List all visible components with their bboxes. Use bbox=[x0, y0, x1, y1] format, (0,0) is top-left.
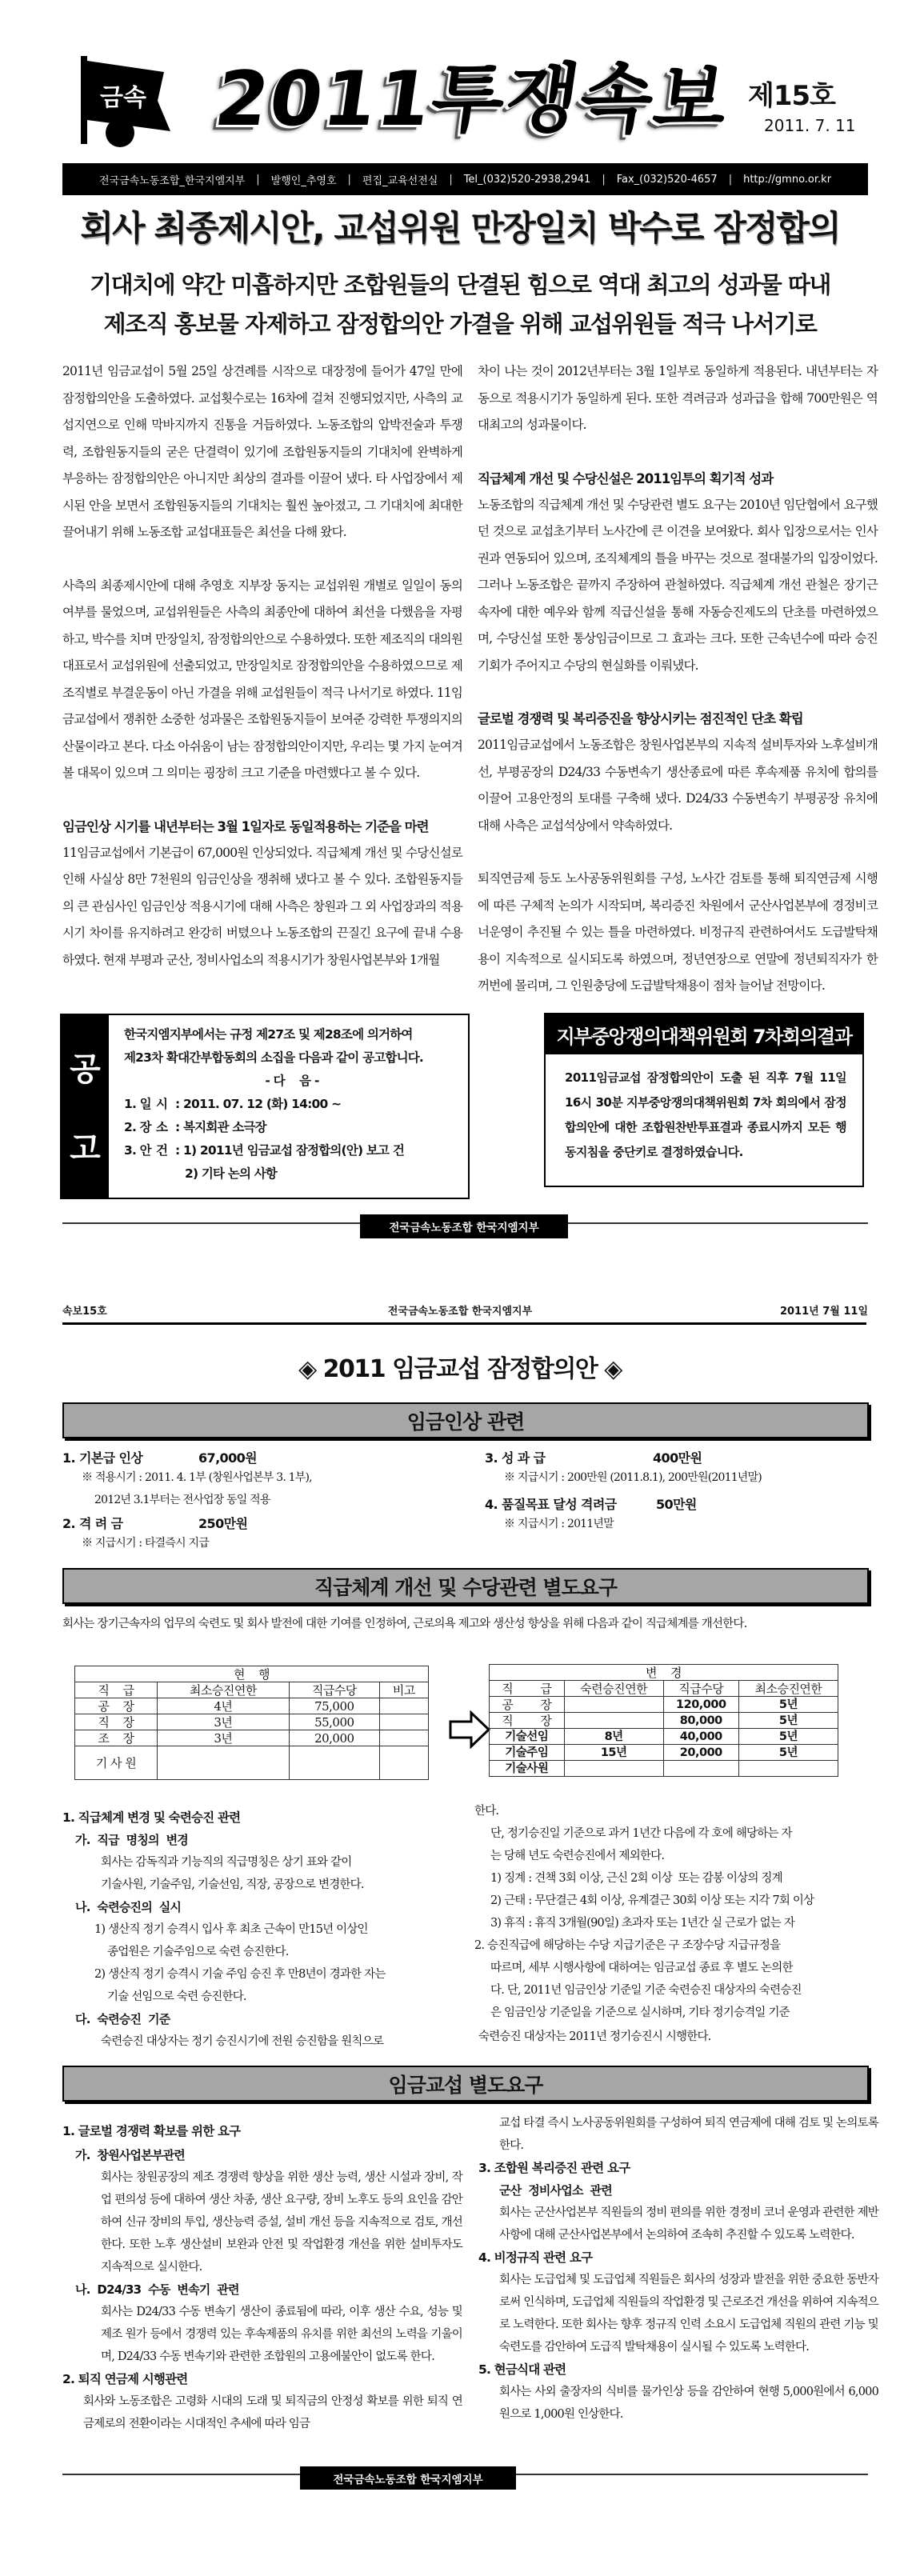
article-paragraph: 2011년 임금교섭이 5월 25일 상견례를 시작으로 대장정에 들어가 47일 만에 잠정합의안을 도출하였다. 교섭횟수로는 16차에 걸쳐 진행되었지만, 사측의 교섭지연으로 인해 막바지까지 진통을 거듭하였다. 노동조합의 압박전술과 투쟁력, 조합원동지들의 굳은 단결력이 있기에 조합원동지들의 기대치에 완벽하게 부응하는 잠정합의안은 아니지만 최상의 결과를 이끌어 냈다. 타 사업장에서 제시된 안을 보면서 조합원동지들의 기대치는 훨씬 높아졌고, 그 기대치에 최대한 끌어내기 위해 노동조합 교섭대표들은 최선을 다해 왔다. bbox=[62, 364, 462, 539]
article-paragraph: 2011임금교섭에서 노동조합은 창원사업본부의 지속적 설비투자와 노후설비개선, 부평공장의 D24/33 수동변속기 생산종료에 따른 후속제품 유치에 합의를 이끌어 고용안정의 토대를 구축해 냈다. D24/33 수동변속기 부평공장 유치에 대해 사측은 교섭석상에서 약속하였다. bbox=[478, 738, 878, 833]
notice-label-char: 공 bbox=[70, 1051, 101, 1088]
publisher-name: 발행인_추영호 bbox=[270, 174, 337, 187]
issue-number: 제15호 bbox=[748, 80, 836, 112]
fax: Fax_(032)520-4657 bbox=[616, 173, 718, 186]
article-subheading: 직급체계 개선 및 수당신설은 2011임투의 획기적 성과 bbox=[478, 470, 774, 486]
table-row: 기술사원 bbox=[490, 1761, 838, 1777]
article-subheading: 글로벌 경쟁력 및 복리증진을 향상시키는 점진적인 단초 확립 bbox=[478, 711, 803, 726]
notice-item: 2. 장 소 : 복지회관 소극장 bbox=[124, 1120, 266, 1134]
page-issue-label: 속보15호 bbox=[62, 1306, 107, 1318]
headline: 회사 최종제시안, 교섭위원 만장일치 박수로 잠정합의 bbox=[80, 209, 840, 249]
subheadline: 기대치에 약간 미흡하지만 조합원들의 단결된 힘으로 역대 최고의 성과물 따내 bbox=[90, 271, 830, 298]
divider bbox=[62, 1322, 866, 1325]
publisher-info-bar: 전국금속노동조합_한국지엠지부 | 발행인_추영호 | 편집_교육선전실 | Tel_(032)520-2938,2941 | Fax_(032)520-4657 | http://gmno.or.kr bbox=[62, 163, 868, 195]
other-demands-left: 1. 글로벌 경쟁력 확보를 위한 요구 가. 창원사업본부관련 회사는 창원공장의 제조 경쟁력 향상을 위한 생산 능력, 생산 시설과 장비, 작업 편의성 등에 대하여 생산 차종, 생산 요구량, 장비 노후도 등의 요인을 감안하여 신규 장비의 투입, 생산능력 증설, 설비 개선 등을 지속적으로 검토, 개선한다. 또한 노후 생산설비 보완과 안전 및 작업환경 개선을 위한 설비투자도 지속적으로 실시한다. 나. D24/33 수동 변속기 관련 회사는 D24/33 수동 변속기 생산이 종료됨에 따라, 이후 생산 수요, 성능 및 제조 원가 등에서 경쟁력 있는 후속제품의 유치를 위한 최선의 노력을 기울이며, D24/33 수동 변속기와 관련한 조합원의 고용에불안이 없도록 한다. 2. 퇴직 연금제 시행관련 회사와 노동조합은 고령화 시대의 도래 및 퇴직금의 안정성 확보를 위한 퇴직 연금제로의 전환이라는 시대적인 추세에 따라 임금 bbox=[62, 2124, 462, 2430]
divider bbox=[62, 1222, 360, 1224]
notice-label bbox=[62, 1015, 109, 1198]
divider bbox=[62, 2474, 300, 2475]
website-link[interactable]: http://gmno.or.kr bbox=[743, 173, 832, 186]
wage-item: 2. 격 려 금 250만원 ※ 지급시기 : 타결즉시 지급 bbox=[62, 1516, 248, 1550]
publisher-org: 전국금속노동조합_한국지엠지부 bbox=[98, 174, 246, 187]
subheadline: 제조직 홍보물 자제하고 잠정합의안 가결을 위해 교섭위원들 적극 나서기로 bbox=[103, 310, 817, 338]
current-grade-table bbox=[74, 1666, 429, 1780]
wage-item: 1. 기본급 인상 67,000원 ※ 적용시기 : 2011. 4. 1부 (창원사업본부 3. 1부), 2012년 3.1부터는 전사업장 동일 적용 bbox=[62, 1450, 312, 1506]
article-column-left bbox=[62, 358, 462, 1000]
footer-tag: 전국금속노동조합 한국지엠지부 bbox=[300, 2466, 516, 2490]
notice-item: 1. 일 시 : 2011. 07. 12 (화) 14:00 ~ bbox=[124, 1097, 342, 1111]
section-header-grade: 직급체계 개선 및 수당관련 별도요구 bbox=[62, 1568, 869, 1604]
committee-result-box bbox=[544, 1013, 864, 1187]
table-row: 직 장 3년 55,000 bbox=[75, 1714, 429, 1730]
table-row: 공 장 4년 75,000 bbox=[75, 1698, 429, 1714]
article-paragraph: 퇴직연금제 등도 노사공동위원회를 구성, 노사간 검토를 통해 퇴직연금제 시행에 따른 구체적 논의가 시작되며, 복리증진 차원에서 군산사업본부에 경정비코너운영이 추진될 수 있는 틀을 마련하였다. 비정규직 관련하여서도 도급발탁채용이 지속적으로 실시되도록 하였으며, 정년연장으로 연말에 정년퇴직자가 한꺼번에 몰리며, 그 인원충당에 도급발탁채용이 점차 늘어날 전망이다. bbox=[478, 871, 878, 993]
divider bbox=[516, 2474, 868, 2475]
newsletter-title: 2011투쟁속보 bbox=[210, 56, 735, 143]
telephone: Tel_(032)520-2938,2941 bbox=[463, 173, 591, 186]
section-header-wage: 임금인상 관련 bbox=[62, 1402, 869, 1438]
grade-intro: 회사는 장기근속자의 업무의 숙련도 및 회사 발전에 대한 기여를 인정하여, 근로의욕 제고와 생산성 향상을 위해 다음과 같이 직급체계를 개선한다. bbox=[62, 1618, 747, 1630]
grade-details-right-tail: 숙련승진 대상자는 2011년 정기승진시 시행한다. bbox=[478, 2030, 711, 2043]
article-paragraph: 차이 나는 것이 2012년부터는 3월 1일부로 동일하게 적용된다. 내년부터는 자동으로 적용시기가 동일하게 된다. 또한 격려금과 성과급을 합해 700만원은 역대최고의 성과물이다. bbox=[478, 364, 878, 432]
new-grade-table bbox=[489, 1664, 838, 1777]
wage-item: 3. 성 과 급 400만원 ※ 지급시기 : 200만원 (2011.8.1), 200만원(2011년말) bbox=[485, 1450, 762, 1484]
table-caption: 현 행 bbox=[75, 1666, 429, 1682]
union-logo bbox=[76, 53, 180, 149]
article-paragraph: 11임금교섭에서 기본급이 67,000원 인상되었다. 직급체계 개선 및 수당신설로 인해 사실상 8만 7천원의 임금인상을 쟁취해 냈다고 볼 수 있다. 조합원동지들의 큰 관심사인 임금인상 적용시기에 대해 사측은 창원과 그 외 사업장과의 적용시기 차이를 유지하려고 완강히 버텼으나 노동조합의 끈질긴 요구에 끝내 수용하였다. 현재 부평과 군산, 정비사업소의 적용시기가 창원사업본부와 1개월 bbox=[62, 845, 462, 967]
committee-result-body: 2011임금교섭 잠정합의안이 도출 된 직후 7월 11일 16시 30분 지부중앙쟁의대책위원회 7차 회의에서 잠정합의안에 대한 조합원찬반투표결과 종료시까지 모든 행동지침을 중단키로 결정하였습니다. bbox=[565, 1070, 846, 1159]
table-header-row: 직 급 최소승진연한 직급수당 비고 bbox=[75, 1682, 429, 1698]
table-row: 공 장 120,000 5년 bbox=[490, 1697, 838, 1713]
page-org-label: 전국금속노동조합 한국지엠지부 bbox=[387, 1306, 533, 1318]
table-row: 기술선임 8년 40,000 5년 bbox=[490, 1729, 838, 1745]
editor: 편집_교육선전실 bbox=[362, 174, 438, 187]
article-paragraph: 사측의 최종제시안에 대해 추영호 지부장 동지는 교섭위원 개별로 일일이 동의여부를 물었으며, 교섭위원들은 사측의 최종안에 대하여 최선을 다했음을 자평하고, 박수를 치며 만장일치, 잠정합의안으로 수용하였다. 또한 제조직의 대의원대표로서 교섭위원에 선출되었고, 만장일치로 잠정합의안을 수용하였으므로 제조직별로 부결운동이 아닌 가결을 위해 교섭원들이 적극 나서기로 하였다. 11임금교섭에서 쟁취한 소중한 성과물은 조합원동지들이 보여준 강력한 투쟁의지의 산물이라고 본다. 다소 아쉬움이 남는 잠정합의안이지만, 우리는 몇 가지 눈여겨 볼 대목이 있으며 그 의미는 굉장히 크고 기준을 마련했다고 볼 수 있다. bbox=[62, 578, 462, 780]
issue-date: 2011. 7. 11 bbox=[764, 116, 856, 135]
notice-item: 3. 안 건 : 1) 2011년 임금교섭 잠정합의(안) 보고 건 bbox=[124, 1143, 405, 1158]
article-column-right bbox=[478, 358, 878, 1026]
table-row: 조 장 3년 20,000 bbox=[75, 1730, 429, 1746]
notice-heading: - 다 음 - bbox=[265, 1074, 319, 1088]
grade-details-right: 한다. 단, 정기승진일 기준으로 과거 1년간 다음에 각 호에 해당하는 자 는 당해 년도 숙련승진에서 제외한다. 1) 징계 : 견책 3회 이상, 근신 2회 이상 또는 감봉 이상의 징계 2) 근태 : 무단결근 4회 이상, 유계결근 30회 이상 또는 지각 7회 이상 3) 휴직 : 휴직 3개월(90일) 초과자 또는 1년간 실 근로가 없는 자 2. 승진직급에 해당하는 수당 지급기준은 구 조장수당 지급규정을 따르며, 세부 시행사항에 대하여는 임금교섭 종료 후 별도 논의한 다. 단, 2011년 임금인상 기준일 기준 숙련승진 대상자의 숙련승진 은 임금인상 기준일을 기준으로 실시하며, 기타 정기승격일 기준 bbox=[474, 1805, 814, 2019]
page-date-label: 2011년 7월 11일 bbox=[779, 1306, 868, 1318]
notice-body bbox=[124, 1023, 460, 1186]
wage-item: 4. 품질목표 달성 격려금 50만원 ※ 지급시기 : 2011년말 bbox=[485, 1497, 697, 1530]
divider bbox=[568, 1222, 868, 1224]
article-subheading: 임금인상 시기를 내년부터는 3월 1일자로 동일적용하는 기준을 마련 bbox=[62, 818, 429, 834]
table-row: 기 사 원 bbox=[75, 1746, 429, 1780]
table-caption: 변 경 bbox=[490, 1665, 838, 1681]
grade-details-left: 1. 직급체계 변경 및 숙련승진 관련 가. 직급 명칭의 변경 회사는 감독직과 기능직의 직급명칭은 상기 표와 같이 기술사원, 기술주임, 기술선임, 직장, 공장으로 변경한다. 나. 숙련승진의 실시 1) 생산직 정기 승격시 입사 후 최초 근속이 만15년 이상인 종업원은 기술주임으로 숙련 승진한다. 2) 생산직 정기 승격시 기술 주임 승진 후 만8년이 경과한 자는 기술 선임으로 숙련 승진한다. 다. 숙련승진 기준 숙련승진 대상자는 정기 승진시기에 전원 승진함을 원칙으로 bbox=[62, 1810, 386, 2048]
other-demands-right: 교섭 타결 즉시 노사공동위원회를 구성하여 퇴직 연금제에 대해 검토 및 논의토록 한다. 3. 조합원 복리증진 관련 요구 군산 정비사업소 관련 회사는 군산사업본부 직원들의 정비 편의를 위한 경정비 코너 운영과 관련한 제반 사항에 대해 군산사업본부에서 논의하여 조속히 추진할 수 있도록 노력한다. 4. 비정규직 관련 요구 회사는 도급업체 및 도급업체 직원들은 회사의 성장과 발전을 위한 중요한 동반자로써 인식하며, 도급업체 직원들의 작업환경 및 근로조건 개선을 위하여 지속적으로 노력한다. 또한 회사는 향후 정규직 인력 소요시 도급업체 직원의 관련 기능 및 숙련도를 감안하여 도급직 발탁채용이 실시될 수 있도록 노력한다. 5. 현금식대 관련 회사는 사외 출장자의 식비를 물가인상 등을 감안하여 현행 5,000원에서 6,000원으로 1,000원 인상한다. bbox=[478, 2117, 878, 2421]
table-header-row: 직 급 숙련승진연한 직급수당 최소승진연한 bbox=[490, 1681, 838, 1697]
meeting-notice-box bbox=[60, 1014, 470, 1199]
committee-result-title: 지부중앙쟁의대책위원회 7차회의결과 bbox=[546, 1014, 862, 1054]
notice-item-extra: 2) 기타 논의 사항 bbox=[185, 1166, 278, 1181]
notice-line: 한국지엠지부에서는 규정 제27조 및 제28조에 의거하여 bbox=[124, 1027, 413, 1042]
notice-label-char: 고 bbox=[70, 1130, 101, 1167]
arrow-right-icon bbox=[449, 1710, 490, 1749]
section-header-other-demands: 임금교섭 별도요구 bbox=[62, 2066, 869, 2102]
footer-tag: 전국금속노동조합 한국지엠지부 bbox=[360, 1214, 568, 1238]
table-row: 직 장 80,000 5년 bbox=[490, 1713, 838, 1729]
article-paragraph: 노동조합의 직급체계 개선 및 수당관련 별도 요구는 2010년 임단협에서 요구했던 것으로 교섭초기부터 노사간에 큰 이견을 보여왔다. 회사 입장으로서는 인사권과 연동되어 있으며, 조직체계의 틀을 바꾸는 것으로 절대불가의 입장이었다. 그러나 노동조합은 끝까지 주장하여 관철하였다. 직급체계 개선 관철은 장기근속자에 대한 예우와 함께 직급신설을 통해 자동승진제도의 단초를 마련하였으며, 수당신설 또한 통상임금이므로 그 효과는 크다. 또한 근속년수에 따라 승진기회가 주어지고 수당의 현실화를 이뤄냈다. bbox=[478, 497, 878, 673]
table-row: 기술주임 15년 20,000 5년 bbox=[490, 1745, 838, 1761]
svg-text:금속: 금속 bbox=[100, 84, 146, 112]
agreement-title: ◈ 2011 임금교섭 잠정합의안 ◈ bbox=[298, 1355, 622, 1383]
notice-line: 제23차 확대간부합동회의 소집을 다음과 같이 공고합니다. bbox=[124, 1050, 424, 1065]
